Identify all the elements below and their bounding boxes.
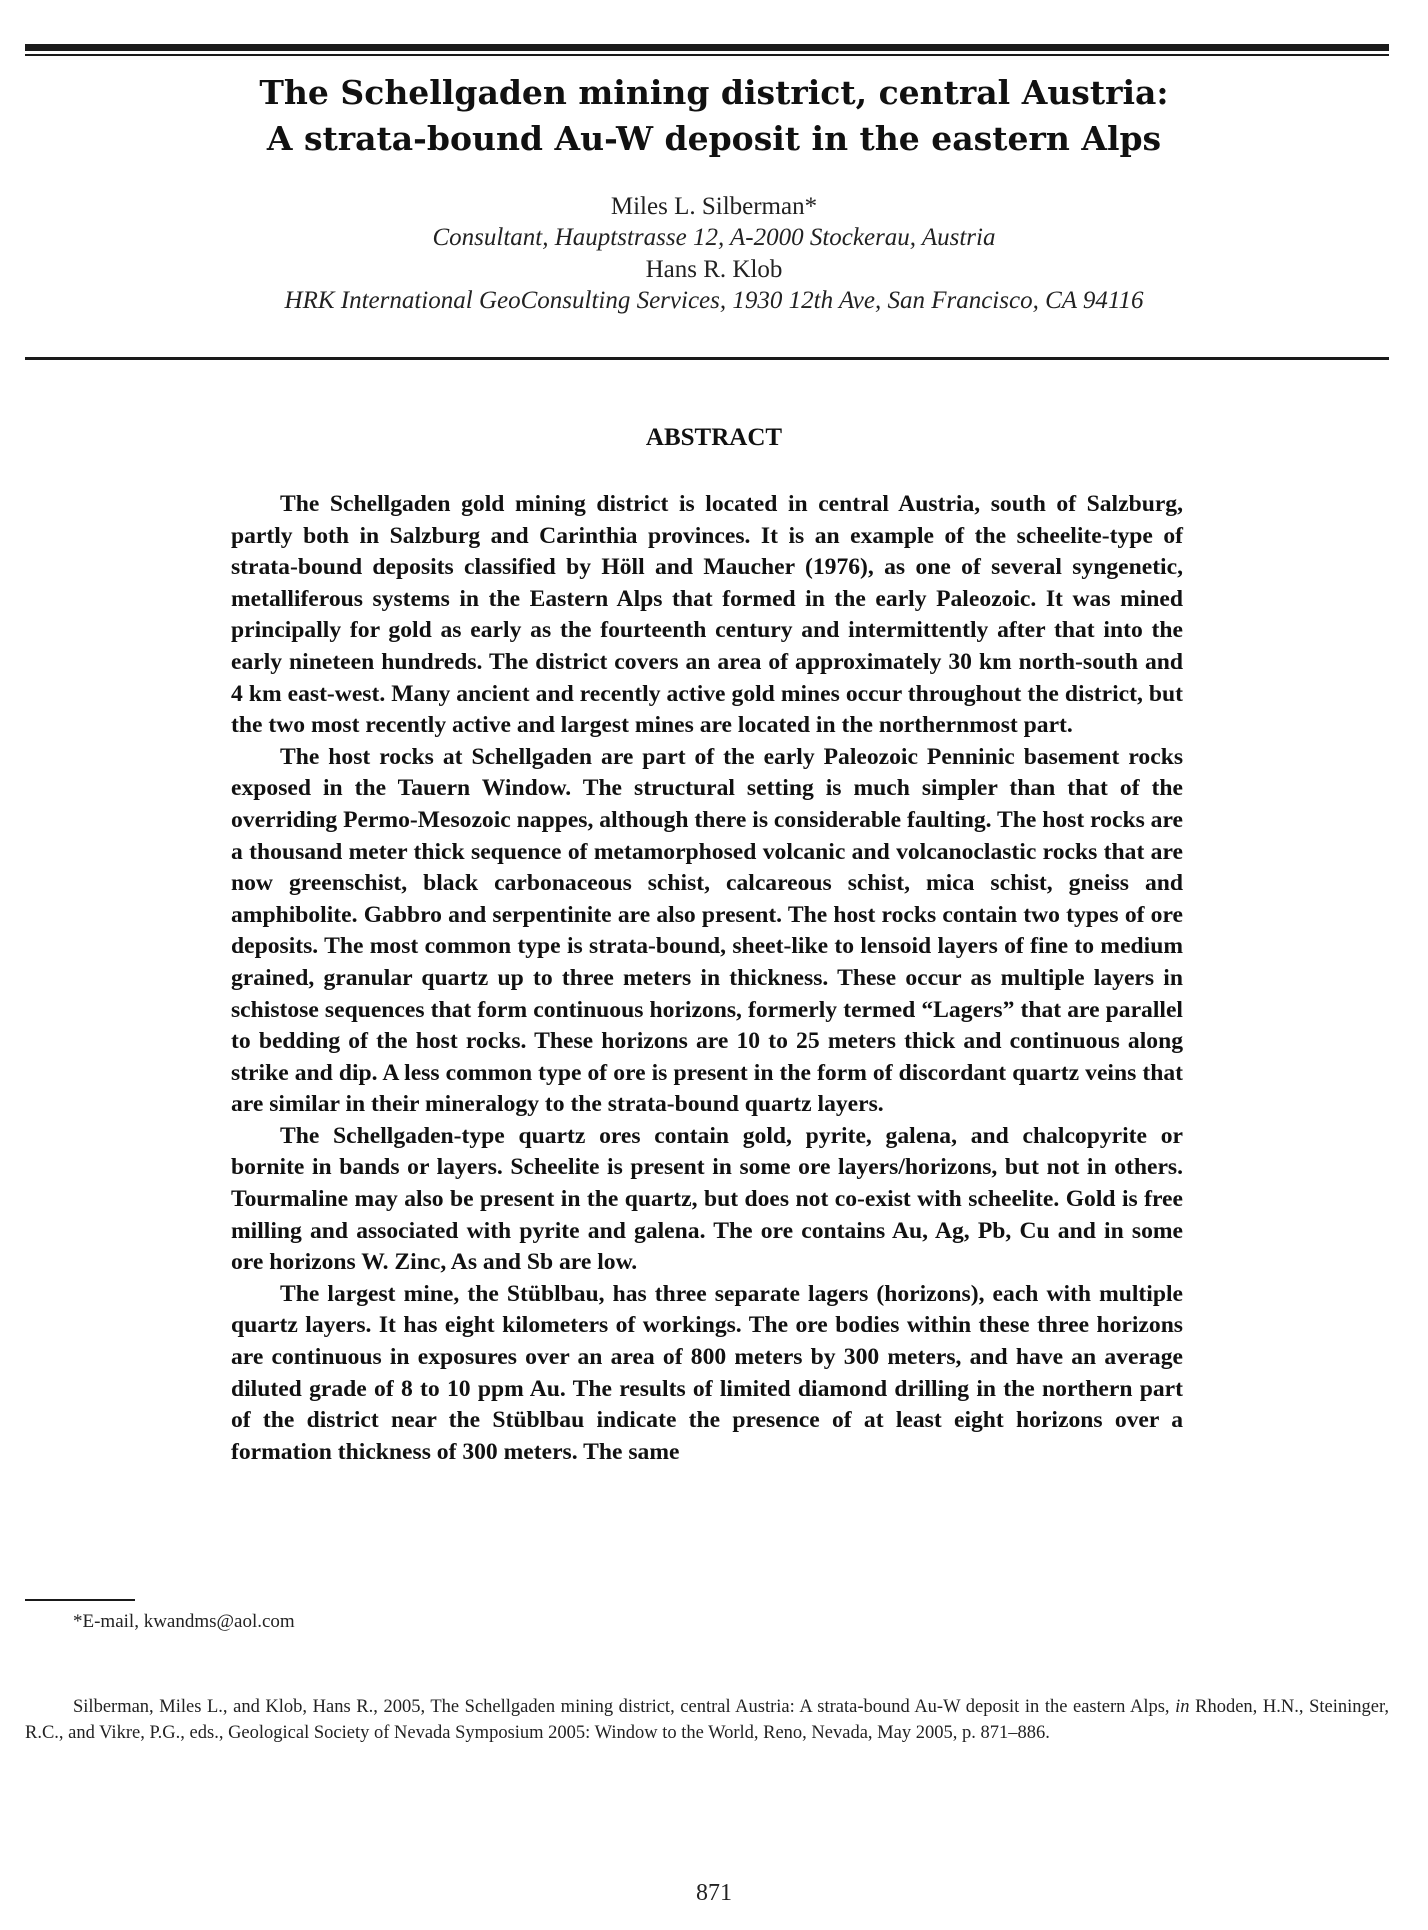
abstract-paragraph: The Schellgaden-type quartz ores contain gold, pyrite, galena, and chalcopyrite or bornite in bands or layers. Scheelite is present in some ore layers/horizons, but not in others. Tourmaline may also be present in the quartz, but does not co-exist with scheelite. Gold is free milling and associated with pyrite and galena. The ore contains Au, Ag, Pb, Cu and in some ore horizons W. Zinc, As and Sb are low. (231, 1122, 1183, 1276)
citation-main: Silberman, Miles L., and Klob, Hans R., 2005, The Schellgaden mining district, central Austria: A strata-bound Au-W deposit in the eastern Alps, (73, 1697, 1170, 1717)
author-affiliation-1: Consultant, Hauptstrasse 12, A-2000 Stockerau, Austria (432, 224, 996, 251)
author-name-1: Miles L. Silberman* (610, 193, 818, 220)
citation-in: in (1175, 1697, 1190, 1717)
paper-title-line-2: A strata-bound Au-W deposit in the eastern Alps (266, 119, 1162, 158)
footnote-rule (25, 1599, 135, 1601)
header-divider-rule (25, 357, 1389, 360)
abstract-paragraph: The Schellgaden gold mining district is located in central Austria, south of Salzburg, partly both in Salzburg and Carinthia provinces. It is an example of the scheelite-type of strata-bound deposits classified by Höll and Maucher (1976), as one of several syngenetic, metalliferous systems in the Eastern Alps that formed in the early Paleozoic. It was mined principally for gold as early as the fourteenth century and intermittently after that into the early nineteen hundreds. The district covers an area of approximately 30 km north-south and 4 km east-west. Many ancient and recently active gold mines occur throughout the district, but the two most recently active and largest mines are located in the northernmost part. (231, 491, 1183, 739)
abstract-body (231, 489, 1183, 1468)
author-affiliation-2: HRK International GeoConsulting Services, 1930 12th Ave, San Francisco, CA 94116 (284, 287, 1144, 314)
citation-rest: Rhoden, H.N., Steininger, R.C., and Vikre, P.G., eds., Geological Society of Nevada Symposium 2005: Window to the World, Reno, Nevada, May 2005, p. 871–886. (25, 1697, 1390, 1743)
footnote-email: *E-mail, kwandms@aol.com (73, 1611, 295, 1632)
paper-title-line-1: The Schellgaden mining district, central Austria: (259, 73, 1169, 112)
page-number: 871 (696, 1880, 732, 1906)
citation-text (25, 1694, 1389, 1746)
citation-block (25, 1694, 1389, 1746)
abstract-heading: ABSTRACT (645, 424, 783, 451)
author-name-2: Hans R. Klob (645, 256, 783, 283)
top-rule-thin (25, 54, 1389, 56)
abstract-paragraph: The host rocks at Schellgaden are part of the early Paleozoic Penninic basement rocks exposed in the Tauern Window. The structural setting is much simpler than that of the overriding Permo-Mesozoic nappes, although there is considerable faulting. The host rocks are a thousand meter thick sequence of metamorphosed volcanic and volcanoclastic rocks that are now greenschist, black carbonaceous schist, calcareous schist, mica schist, gneiss and amphibolite. Gabbro and serpentinite are also present. The host rocks contain two types of ore deposits. The most common type is strata-bound, sheet-like to lensoid layers of fine to medium grained, granular quartz up to three meters in thickness. These occur as multiple layers in schistose sequences that form continuous horizons, formerly termed “Lagers” that are parallel to bedding of the host rocks. These horizons are 10 to 25 meters thick and continuous along strike and dip. A less common type of ore is present in the form of discordant quartz veins that are similar in their mineralogy to the strata-bound quartz layers. (231, 743, 1183, 1118)
abstract-paragraph: The largest mine, the Stüblbau, has three separate lagers (horizons), each with multiple quartz layers. It has eight kilometers of workings. The ore bodies within these three horizons are continuous in exposures over an area of 800 meters by 300 meters, and have an average diluted grade of 8 to 10 ppm Au. The results of limited diamond drilling in the northern part of the district near the Stüblbau indicate the presence of at least eight horizons over a formation thickness of 300 meters. The same (231, 1280, 1183, 1465)
top-rule-thick (25, 44, 1389, 51)
